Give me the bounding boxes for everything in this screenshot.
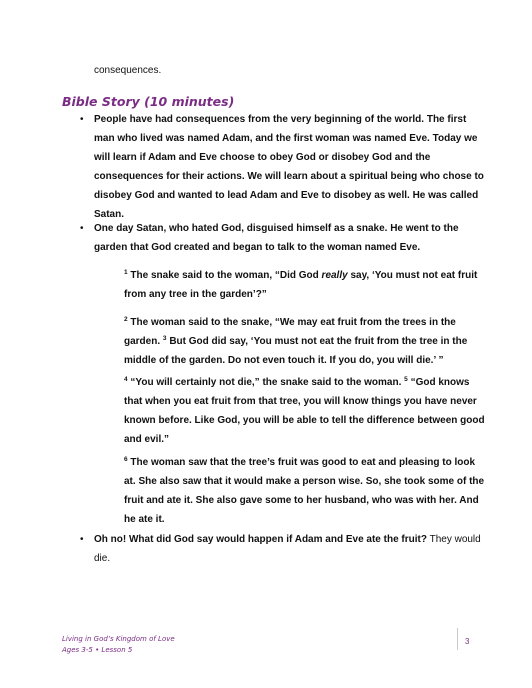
verse-text: “You will certainly not die,” the snake said to the woman. [130, 377, 402, 388]
verse-number: 5 [404, 376, 408, 383]
verse-text: The woman said to the snake, “We may eat fruit from the trees in the garden. [124, 317, 456, 347]
footer-divider [457, 628, 458, 650]
verse-number: 4 [124, 376, 128, 383]
section-heading: Bible Story (10 minutes) [62, 94, 235, 109]
bullet-paragraph-question [94, 530, 484, 568]
bullet-marker: • [80, 223, 84, 234]
verse-number: 3 [162, 335, 167, 342]
page-number: 3 [465, 637, 470, 646]
carryover-text: consequences. [94, 65, 162, 76]
bullet-marker: • [80, 534, 84, 545]
verse-number: 6 [124, 456, 128, 463]
scripture-verse-4-5 [124, 373, 486, 449]
verse-number: 2 [124, 316, 128, 323]
question-text: Oh no! What did God say would happen if Adam and Eve ate the fruit? [94, 534, 427, 545]
footer-lesson-label: Ages 3-5 • Lesson 5 [62, 646, 133, 654]
bullet-paragraph-satan: One day Satan, who hated God, disguised himself as a snake. He went to the garden that God created and began to talk to the woman named Eve. [94, 223, 459, 253]
footer-lesson-info [62, 634, 175, 656]
verse-emphasis: really [321, 270, 348, 281]
footer-series-title: Living in God’s Kingdom of Love [62, 635, 175, 643]
scripture-verse-6 [124, 453, 486, 529]
verse-number: 1 [124, 269, 128, 276]
scripture-verse-1 [124, 266, 486, 304]
verse-text: The woman saw that the tree’s fruit was good to eat and pleasing to look at. She also saw that it would make a person wise. So, she took some of the fruit and ate it. She also gave some to her husband, who was with her. And he ate it. [124, 457, 485, 525]
verse-text: “God knows that when you eat fruit from that tree, you will know things you have never known before. Like God, you will be able to tell the difference between good and evil.” [124, 377, 485, 445]
verse-text: But God did say, ‘You must not eat the fruit from the tree in the middle of the garden. Do not even touch it. If you do, you will die.’ ” [124, 336, 468, 366]
verse-text: The snake said to the woman, “Did God [130, 270, 322, 281]
verse-text: say, ‘You must not eat fruit from any tree in the garden’?” [124, 270, 478, 300]
bullet-paragraph-intro: People have had consequences from the very beginning of the world. The first man who lived was named Adam, and the first woman was named Eve. Today we will learn if Adam and Eve choose to obey God or disobey God and the consequences for their actions. We will learn about a spiritual being who chose to disobey God and wanted to lead Adam and Eve to disobey as well. He was called Satan. [94, 114, 484, 220]
scripture-verse-2-3 [124, 313, 486, 370]
bullet-marker: • [80, 114, 84, 125]
answer-text: They would die. [94, 534, 481, 564]
